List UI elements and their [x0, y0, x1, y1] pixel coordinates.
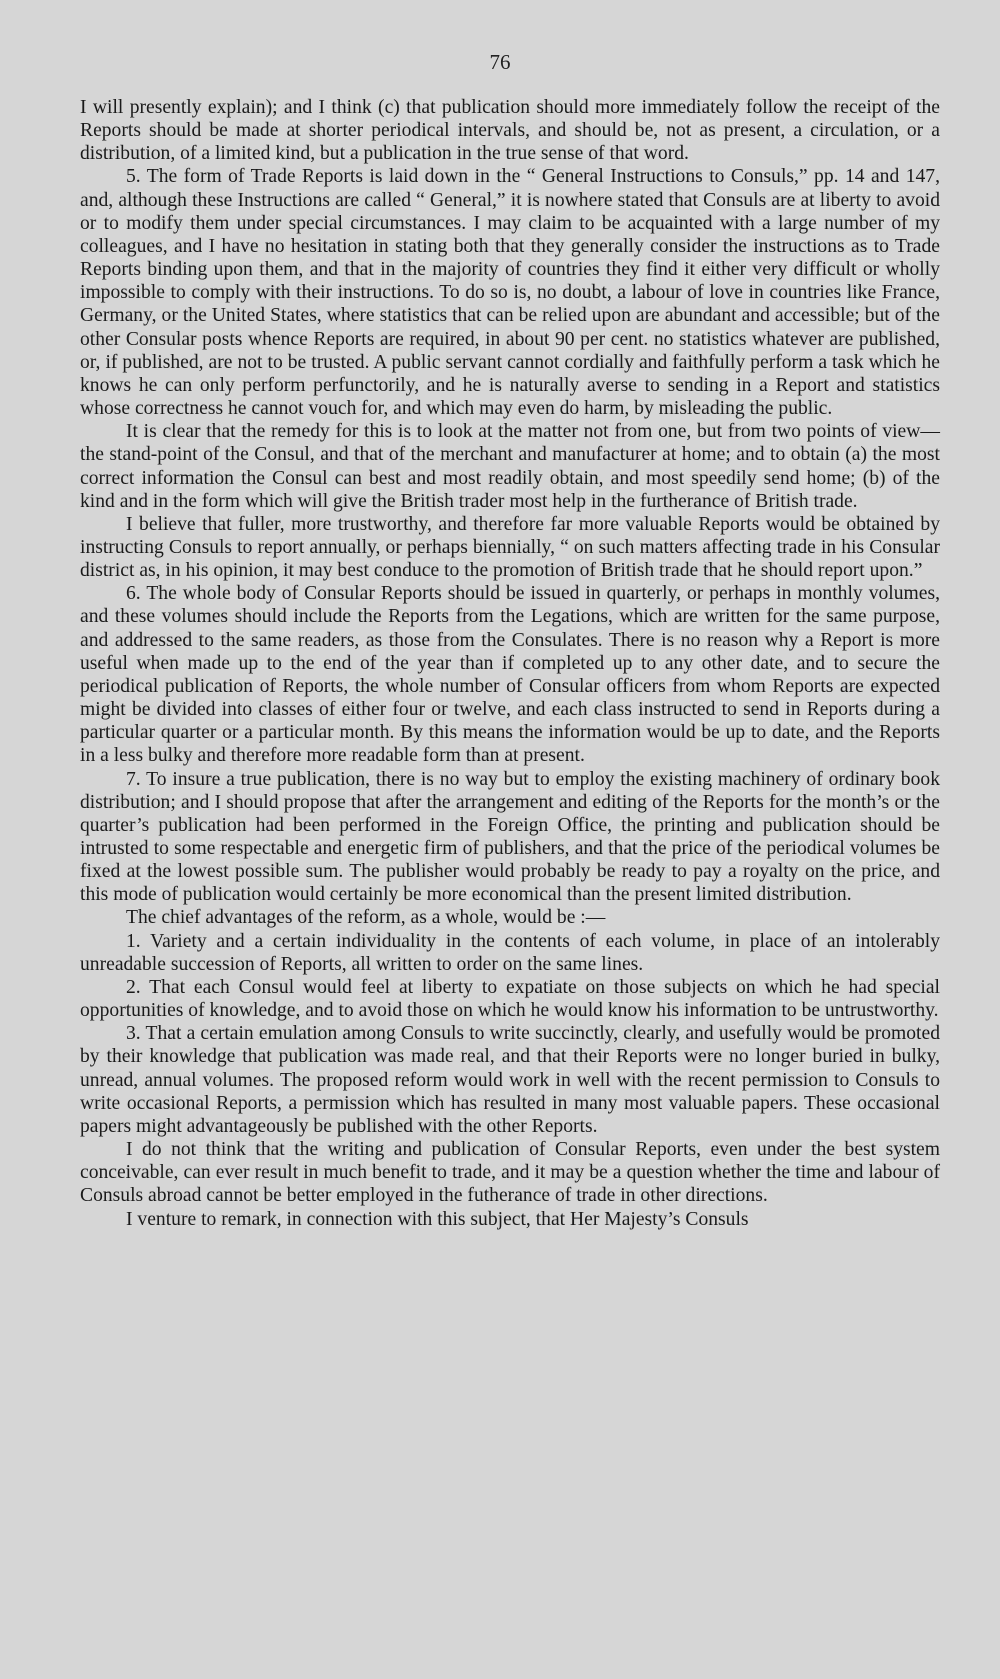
- paragraph-advantage-2: 2. That each Consul would feel at liberty to expatiate on those subjects on which he had special opportunities of knowledge, and to avoid those on which he would know his information to be untrustworthy.: [80, 976, 940, 1022]
- paragraph-section-7: 7. To insure a true publication, there is no way but to employ the existing machinery of ordinary book distribution; and I should propose that after the arrangement and editing of the Reports for the month’s or the quarter’s publication had been performed in the Foreign Office, the printing and publication should be intrusted to some respectable and energetic firm of publishers, and that the price of the periodical volumes be fixed at the lowest possible sum. The publisher would probably be ready to pay a royalty on the price, and this mode of publication would certainly be more economical than the present limited distribution.: [80, 768, 940, 906]
- paragraph-venture: I venture to remark, in connection with this subject, that Her Majesty’s Consuls: [126, 1208, 749, 1230]
- paragraph-section-5: 5. The form of Trade Reports is laid down in the “ General Instructions to Consuls,” pp. 14 and 147, and, although these Instructions are called “ General,” it is nowhere stated that Consuls are at liberty to avoid or to modify them under special circumstances. I may claim to be acquainted with a large number of my colleagues, and I have no hesitation in stating both that they generally consider the instructions as to Trade Reports binding upon them, and that in the majority of countries they find it either very difficult or wholly impossible to comply with their instructions. To do so is, no doubt, a labour of love in countries like France, Germany, or the United States, where statistics that can be relied upon are abundant and accessible; but of the other Consular posts whence Reports are required, in about 90 per cent. no statistics whatever are published, or, if published, are not to be trusted. A public servant cannot cordially and faithfully perform a task which he knows he can only perform perfunctorily, and he is naturally averse to sending in a Report and statistics whose correctness he cannot vouch for, and which may even do harm, by misleading the public.: [80, 166, 940, 420]
- paragraph-believe: I believe that fuller, more trustworthy, and therefore far more valuable Reports would be obtained by instructing Consuls to report annually, or perhaps biennially, “ on such matters affecting trade in his Consular district as, in his opinion, it may best conduce to the promotion of British trade that he should report upon.”: [80, 513, 940, 582]
- paragraph-advantage-1: 1. Variety and a certain individuality in the contents of each volume, in place of an intolerably unreadable succession of Reports, all written to order on the same lines.: [80, 930, 940, 975]
- paragraph-advantages-intro: The chief advantages of the reform, as a whole, would be :—: [126, 907, 606, 929]
- paragraph-remedy: It is clear that the remedy for this is to look at the matter not from one, but from two points of view—the stand-point of the Consul, and that of the merchant and manufacturer at home; and to obtain (a) the most correct information the Consul can best and most readily obtain, and most speedily send home; (b) of the kind and in the form which will give the British trader most help in the furtherance of British trade.: [80, 421, 940, 512]
- paragraph-continuation: I will presently explain); and I think (c) that publication should more immediately follow the receipt of the Reports should be made at shorter periodical intervals, and should be, not as present, a circulation, or a distribution, of a limited kind, but a publication in the true sense of that word.: [80, 97, 940, 165]
- paragraph-advantage-3: 3. That a certain emulation among Consuls to write succinctly, clearly, and usefully would be promoted by their knowledge that publication was made real, and that their Reports were no longer buried in bulky, unread, annual volumes. The proposed reform would work in well with the recent permission to Consuls to write occasional Reports, a permission which has resulted in many most valuable papers. These occasional papers might advantageously be published with the other Reports.: [80, 1023, 940, 1137]
- paragraph-do-not-think: I do not think that the writing and publication of Consular Reports, even under the best system conceivable, can ever result in much benefit to trade, and it may be a question whether the time and labour of Consuls abroad cannot be better employed in the futherance of trade in other directions.: [80, 1139, 940, 1207]
- page-number: 76: [489, 50, 511, 74]
- paragraph-section-6: 6. The whole body of Consular Reports should be issued in quarterly, or perhaps in monthly volumes, and these volumes should include the Reports from the Legations, which are written for the same purpose, and addressed to the same readers, as those from the Consulates. There is no reason why a Report is more useful when made up to the end of the year than if completed up to any other date, and to secure the periodical publication of Reports, the whole number of Consular officers from whom Reports are expected might be divided into classes of either four or twelve, and each class instructed to send in Reports during a particular quarter or a particular month. By this means the information would be up to date, and the Reports in a less bulky and therefore more readable form than at present.: [80, 583, 940, 767]
- body-text: [80, 96, 940, 1231]
